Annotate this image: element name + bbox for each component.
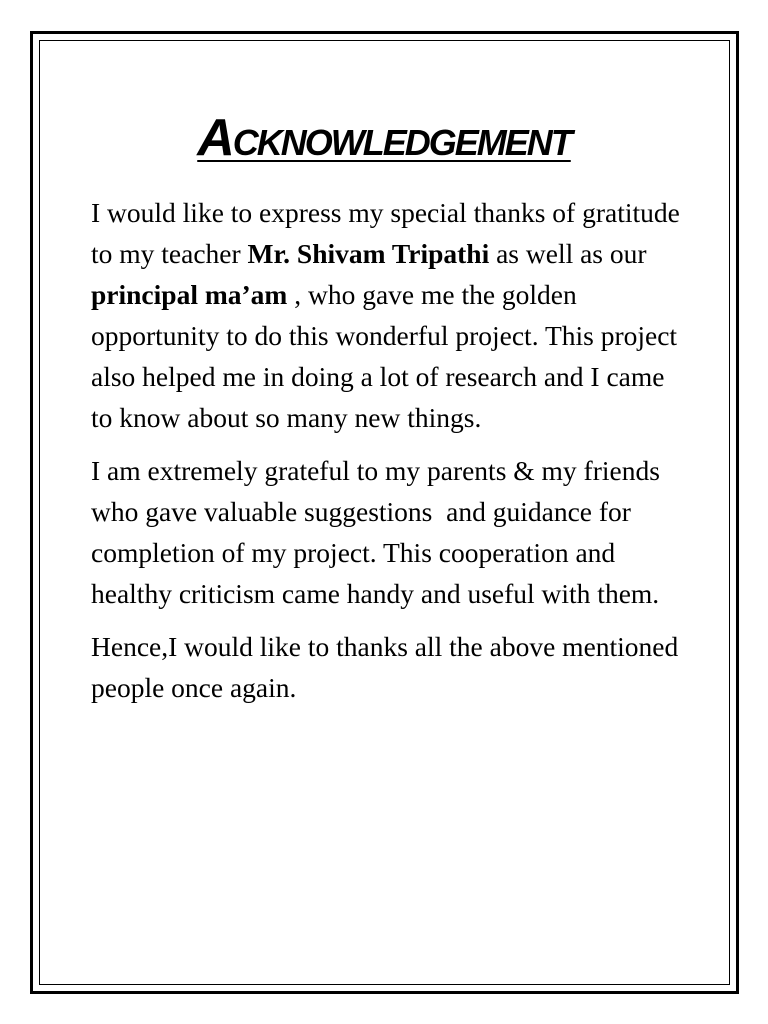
paragraph-thanks-text-b: as well as our [489, 238, 647, 269]
paragraph-thanks-text-a: I would like to express my special thanks of gratitude to my teacher [91, 197, 680, 269]
paragraph-gratitude: I am extremely grateful to my parents & my friends who gave valuable suggestions and guidance for completion of my project. This cooperation and healthy criticism came handy and useful with them. [91, 455, 667, 609]
paragraph-thanks [91, 192, 691, 438]
paragraph-thanks-text-c: , who gave me the golden opportunity to do this wonderful project. This project also helped me in doing a lot of research and I came to know about so many new things. [91, 279, 678, 433]
principal-name: principal ma’am [91, 279, 288, 310]
paragraph-closing: Hence,I would like to thanks all the above mentioned people once again. [91, 631, 679, 703]
teacher-name: Mr. Shivam Tripathi [247, 238, 490, 269]
page-title: Acknowledgement [197, 109, 571, 167]
document-body [91, 192, 691, 720]
